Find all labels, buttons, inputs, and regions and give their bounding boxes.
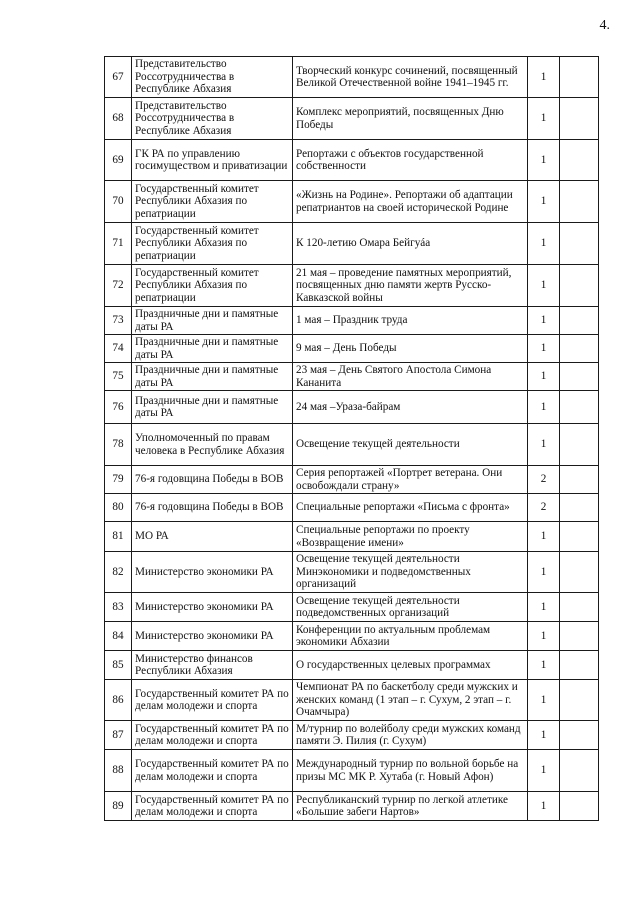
- event-cell: Комплекс мероприятий, посвященных Дню Победы: [293, 98, 528, 140]
- count-cell: 1: [528, 391, 560, 424]
- row-number: 81: [105, 522, 132, 552]
- empty-cell: [560, 140, 599, 181]
- organization-cell: Министерство экономики РА: [132, 622, 293, 651]
- table-row: [105, 307, 599, 335]
- organization-cell: ГК РА по управлению госимуществом и приватизации: [132, 140, 293, 181]
- count-cell: 1: [528, 750, 560, 792]
- empty-cell: [560, 466, 599, 494]
- empty-cell: [560, 307, 599, 335]
- row-number: 87: [105, 721, 132, 750]
- event-cell: Освещение текущей деятельности Минэкономики и подведомственных организаций: [293, 552, 528, 593]
- empty-cell: [560, 424, 599, 466]
- table-row: [105, 223, 599, 265]
- event-cell: 24 мая –Ураза-байрам: [293, 391, 528, 424]
- empty-cell: [560, 265, 599, 307]
- count-cell: 1: [528, 335, 560, 363]
- organization-cell: Государственный комитет РА по делам молодежи и спорта: [132, 792, 293, 821]
- event-cell: Чемпионат РА по баскетболу среди мужских и женских команд (1 этап – г. Сухум, 2 этап – г. Очамчыра): [293, 680, 528, 721]
- organization-cell: Государственный комитет Республики Абхазия по репатриации: [132, 181, 293, 223]
- event-cell: 21 мая – проведение памятных мероприятий, посвященных дню памяти жертв Русско-Кавказской войны: [293, 265, 528, 307]
- organization-cell: Государственный комитет РА по делам молодежи и спорта: [132, 680, 293, 721]
- row-number: 70: [105, 181, 132, 223]
- table-row: [105, 680, 599, 721]
- count-cell: 1: [528, 57, 560, 98]
- table-row: [105, 391, 599, 424]
- organization-cell: Министерство экономики РА: [132, 552, 293, 593]
- empty-cell: [560, 593, 599, 622]
- row-number: 79: [105, 466, 132, 494]
- empty-cell: [560, 622, 599, 651]
- count-cell: 1: [528, 593, 560, 622]
- table-row: [105, 792, 599, 821]
- row-number: 88: [105, 750, 132, 792]
- row-number: 84: [105, 622, 132, 651]
- row-number: 72: [105, 265, 132, 307]
- organization-cell: Праздничные дни и памятные даты РА: [132, 391, 293, 424]
- empty-cell: [560, 721, 599, 750]
- table-row: [105, 181, 599, 223]
- table-row: [105, 522, 599, 552]
- event-cell: 9 мая – День Победы: [293, 335, 528, 363]
- empty-cell: [560, 391, 599, 424]
- count-cell: 2: [528, 466, 560, 494]
- organization-cell: Государственный комитет РА по делам молодежи и спорта: [132, 721, 293, 750]
- empty-cell: [560, 750, 599, 792]
- events-table-body: [105, 57, 599, 821]
- count-cell: 1: [528, 522, 560, 552]
- count-cell: 2: [528, 494, 560, 522]
- count-cell: 1: [528, 651, 560, 680]
- event-cell: Специальные репортажи «Письма с фронта»: [293, 494, 528, 522]
- table-row: [105, 424, 599, 466]
- count-cell: 1: [528, 363, 560, 391]
- empty-cell: [560, 792, 599, 821]
- event-cell: К 120-летию Омара Бейгуáа: [293, 223, 528, 265]
- empty-cell: [560, 680, 599, 721]
- table-row: [105, 651, 599, 680]
- table-row: [105, 57, 599, 98]
- count-cell: 1: [528, 307, 560, 335]
- event-cell: Освещение текущей деятельности: [293, 424, 528, 466]
- event-cell: «Жизнь на Родине». Репортажи об адаптации репатриантов на своей исторической Родине: [293, 181, 528, 223]
- table-row: [105, 494, 599, 522]
- organization-cell: Праздничные дни и памятные даты РА: [132, 335, 293, 363]
- organization-cell: Государственный комитет РА по делам молодежи и спорта: [132, 750, 293, 792]
- empty-cell: [560, 651, 599, 680]
- row-number: 73: [105, 307, 132, 335]
- count-cell: 1: [528, 552, 560, 593]
- page-number: 4.: [599, 18, 610, 33]
- event-cell: Международный турнир по вольной борьбе на призы МС МК Р. Хутаба (г. Новый Афон): [293, 750, 528, 792]
- empty-cell: [560, 335, 599, 363]
- event-cell: Конференции по актуальным проблемам экономики Абхазии: [293, 622, 528, 651]
- table-row: [105, 593, 599, 622]
- row-number: 75: [105, 363, 132, 391]
- organization-cell: Представительство Россотрудничества в Республике Абхазия: [132, 57, 293, 98]
- count-cell: 1: [528, 181, 560, 223]
- event-cell: Репортажи с объектов государственной собственности: [293, 140, 528, 181]
- event-cell: Творческий конкурс сочинений, посвященный Великой Отечественной войне 1941–1945 гг.: [293, 57, 528, 98]
- row-number: 83: [105, 593, 132, 622]
- organization-cell: Государственный комитет Республики Абхазия по репатриации: [132, 223, 293, 265]
- event-cell: М/турнир по волейболу среди мужских команд памяти Э. Пилия (г. Сухум): [293, 721, 528, 750]
- table-row: [105, 721, 599, 750]
- row-number: 85: [105, 651, 132, 680]
- table-row: [105, 622, 599, 651]
- row-number: 68: [105, 98, 132, 140]
- table-row: [105, 750, 599, 792]
- row-number: 78: [105, 424, 132, 466]
- empty-cell: [560, 223, 599, 265]
- table-row: [105, 265, 599, 307]
- organization-cell: Уполномоченный по правам человека в Республике Абхазия: [132, 424, 293, 466]
- row-number: 86: [105, 680, 132, 721]
- row-number: 89: [105, 792, 132, 821]
- empty-cell: [560, 494, 599, 522]
- event-cell: 1 мая – Праздник труда: [293, 307, 528, 335]
- organization-cell: Министерство финансов Республики Абхазия: [132, 651, 293, 680]
- event-cell: Республиканский турнир по легкой атлетике «Большие забеги Нартов»: [293, 792, 528, 821]
- table-row: [105, 466, 599, 494]
- row-number: 76: [105, 391, 132, 424]
- organization-cell: МО РА: [132, 522, 293, 552]
- table-row: [105, 363, 599, 391]
- empty-cell: [560, 57, 599, 98]
- organization-cell: Представительство Россотрудничества в Республике Абхазия: [132, 98, 293, 140]
- count-cell: 1: [528, 140, 560, 181]
- event-cell: Специальные репортажи по проекту «Возвращение имени»: [293, 522, 528, 552]
- table-row: [105, 140, 599, 181]
- row-number: 67: [105, 57, 132, 98]
- organization-cell: Государственный комитет Республики Абхазия по репатриации: [132, 265, 293, 307]
- count-cell: 1: [528, 622, 560, 651]
- row-number: 71: [105, 223, 132, 265]
- count-cell: 1: [528, 98, 560, 140]
- count-cell: 1: [528, 721, 560, 750]
- event-cell: 23 мая – День Святого Апостола Симона Кананита: [293, 363, 528, 391]
- empty-cell: [560, 181, 599, 223]
- organization-cell: 76-я годовщина Победы в ВОВ: [132, 494, 293, 522]
- organization-cell: Праздничные дни и памятные даты РА: [132, 363, 293, 391]
- count-cell: 1: [528, 680, 560, 721]
- event-cell: О государственных целевых программах: [293, 651, 528, 680]
- count-cell: 1: [528, 223, 560, 265]
- events-table: [104, 56, 599, 821]
- row-number: 80: [105, 494, 132, 522]
- row-number: 82: [105, 552, 132, 593]
- organization-cell: Министерство экономики РА: [132, 593, 293, 622]
- event-cell: Серия репортажей «Портрет ветерана. Они освобождали страну»: [293, 466, 528, 494]
- row-number: 69: [105, 140, 132, 181]
- table-row: [105, 552, 599, 593]
- organization-cell: 76-я годовщина Победы в ВОВ: [132, 466, 293, 494]
- table-row: [105, 98, 599, 140]
- event-cell: Освещение текущей деятельности подведомственных организаций: [293, 593, 528, 622]
- row-number: 74: [105, 335, 132, 363]
- empty-cell: [560, 552, 599, 593]
- empty-cell: [560, 98, 599, 140]
- count-cell: 1: [528, 792, 560, 821]
- empty-cell: [560, 363, 599, 391]
- count-cell: 1: [528, 265, 560, 307]
- organization-cell: Праздничные дни и памятные даты РА: [132, 307, 293, 335]
- empty-cell: [560, 522, 599, 552]
- count-cell: 1: [528, 424, 560, 466]
- table-row: [105, 335, 599, 363]
